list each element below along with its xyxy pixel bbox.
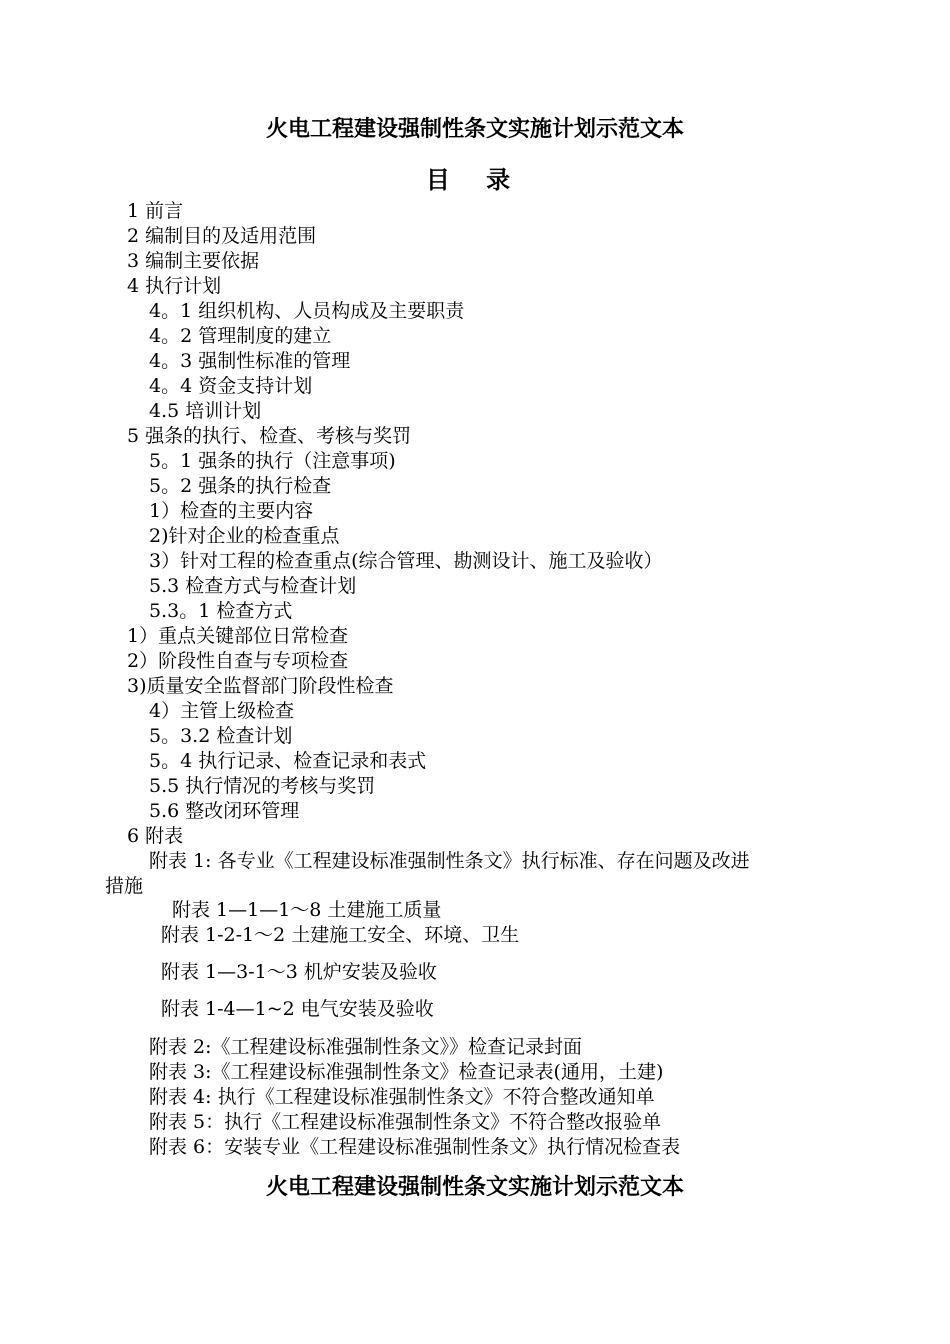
toc-item: 4。2 管理制度的建立 <box>149 325 332 347</box>
toc-item: 附表 6：安装专业《工程建设标准强制性条文》执行情况检查表 <box>149 1136 681 1158</box>
toc-item: 措施 <box>105 875 144 897</box>
toc-item: 附表 2:《工程建设标准强制性条文》》检查记录封面 <box>149 1036 583 1058</box>
toc-item: 1）检查的主要内容 <box>149 500 314 522</box>
toc-item: 附表 4: 执行《工程建设标准强制性条文》不符合整改通知单 <box>149 1086 655 1108</box>
toc-item: 附表 5：执行《工程建设标准强制性条文》不符合整改报验单 <box>149 1111 662 1133</box>
toc-item: 4。3 强制性标准的管理 <box>149 350 351 372</box>
toc-item: 3）针对工程的检查重点(综合管理、勘测设计、施工及验收） <box>149 550 663 572</box>
toc-item: 4.5 培训计划 <box>149 400 262 422</box>
toc-item: 2）阶段性自查与专项检查 <box>127 650 349 672</box>
document-title: 火电工程建设强制性条文实施计划示范文本 <box>265 117 684 142</box>
toc-item: 4）主管上级检查 <box>149 700 295 722</box>
toc-item: 附表 1-4—1~2 电气安装及验收 <box>161 998 434 1020</box>
toc-item: 附表 3:《工程建设标准强制性条文》检查记录表(通用，土建) <box>149 1061 664 1083</box>
toc-item: 5.6 整改闭环管理 <box>149 800 300 822</box>
toc-item: 5。1 强条的执行（注意事项) <box>149 450 396 472</box>
toc-item: 5。2 强条的执行检查 <box>149 475 332 497</box>
toc-item: 6 附表 <box>127 825 184 847</box>
toc-item: 5.5 执行情况的考核与奖罚 <box>149 775 376 797</box>
toc-item: 3)质量安全监督部门阶段性检查 <box>127 675 394 697</box>
toc-item: 5。3.2 检查计划 <box>149 725 293 747</box>
toc-item: 5。4 执行记录、检查记录和表式 <box>149 750 427 772</box>
toc-item: 附表 1—3-1～3 机炉安装及验收 <box>161 961 437 983</box>
toc-item: 5 强条的执行、检查、考核与奖罚 <box>127 425 412 447</box>
toc-item: 1）重点关键部位日常检查 <box>127 625 349 647</box>
toc-item: 4。1 组织机构、人员构成及主要职责 <box>149 300 465 322</box>
toc-item: 2)针对企业的检查重点 <box>149 525 340 547</box>
toc-item: 4 执行计划 <box>127 275 222 297</box>
toc-heading: 目 录 <box>425 166 525 194</box>
repeated-document-title: 火电工程建设强制性条文实施计划示范文本 <box>265 1175 684 1200</box>
toc-item: 附表 1—1—1～8 土建施工质量 <box>172 899 442 921</box>
toc-item: 4。4 资金支持计划 <box>149 375 313 397</box>
toc-item: 5.3。1 检查方式 <box>149 600 293 622</box>
toc-item: 2 编制目的及适用范围 <box>127 225 317 247</box>
toc-item: 3 编制主要依据 <box>127 250 260 272</box>
toc-item: 5.3 检查方式与检查计划 <box>149 575 357 597</box>
toc-item: 1 前言 <box>127 200 184 222</box>
toc-item: 附表 1: 各专业《工程建设标准强制性条文》执行标准、存在问题及改进 <box>149 850 750 872</box>
toc-item: 附表 1-2-1～2 土建施工安全、环境、卫生 <box>161 924 520 946</box>
